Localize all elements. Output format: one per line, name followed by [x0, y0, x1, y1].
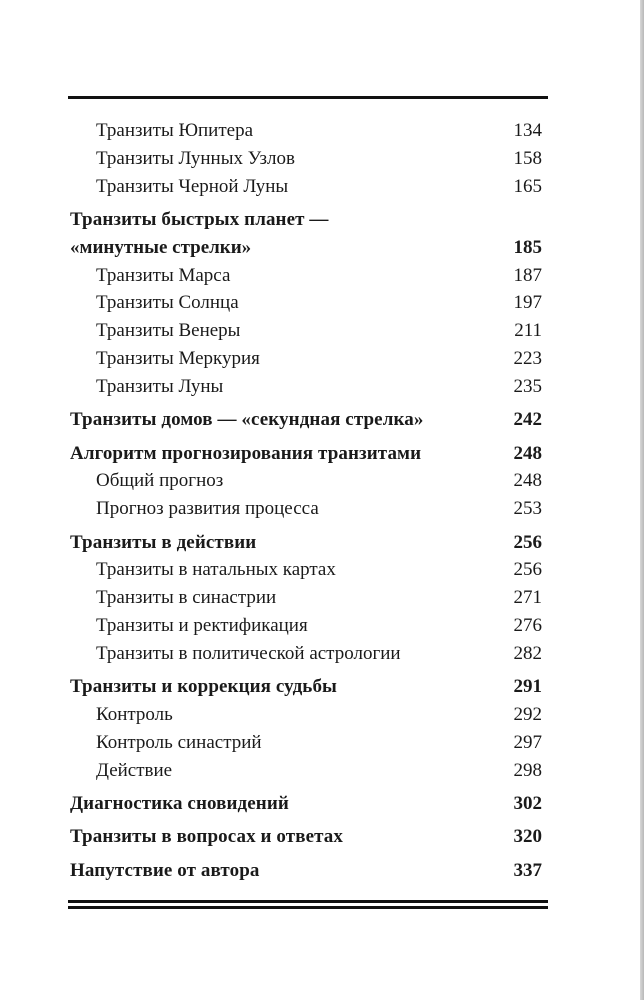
toc-entry[interactable] — [70, 640, 542, 668]
toc-entry-title: Транзиты Луны — [96, 375, 224, 397]
toc-entry-page: 187 — [513, 264, 542, 286]
toc-section-title: Транзиты в действии — [70, 531, 257, 553]
toc-section-page: 337 — [513, 859, 542, 881]
toc-entry-title: Прогноз развития процесса — [96, 498, 319, 520]
toc-section-title: Алгоритм прогнозирования транзитами — [70, 442, 422, 464]
toc-section[interactable] — [70, 406, 542, 434]
toc-entry-page: 223 — [513, 347, 542, 369]
toc-section-title: Напутствие от автора — [70, 859, 260, 881]
toc-entry[interactable] — [70, 262, 542, 290]
toc-entry[interactable] — [70, 173, 542, 201]
toc-entry[interactable] — [70, 757, 542, 785]
toc-entry-title: Транзиты Марса — [96, 264, 231, 286]
toc-entry[interactable] — [70, 612, 542, 640]
toc-entry-page: 134 — [513, 120, 542, 141]
toc-entry-title: Транзиты Черной Луны — [96, 175, 289, 197]
toc-section[interactable] — [70, 440, 542, 468]
toc-entry-page: 282 — [513, 642, 542, 664]
toc-section[interactable] — [70, 823, 542, 851]
toc-entry-page: 253 — [513, 498, 542, 520]
toc-section-title: «минутные стрелки» — [70, 236, 252, 258]
toc-section-title: Транзиты и коррекция судьбы — [70, 676, 337, 698]
toc-entry-page: 292 — [513, 703, 542, 725]
toc-section[interactable] — [70, 673, 542, 701]
toc-entry[interactable] — [70, 729, 542, 757]
toc-entry-page: 297 — [513, 731, 542, 753]
toc-entry-title: Транзиты в натальных картах — [96, 559, 336, 581]
toc-entry-page: 256 — [513, 559, 542, 581]
toc-section[interactable] — [70, 206, 542, 234]
toc-entry-page: 165 — [513, 175, 542, 197]
bottom-rule-lower — [68, 906, 548, 909]
toc-entry-title: Транзиты Солнца — [96, 292, 239, 314]
toc-entry-page: 271 — [513, 587, 542, 609]
toc-entry[interactable] — [70, 373, 542, 401]
toc-entry-title: Общий прогноз — [96, 470, 224, 492]
toc-section-title: Транзиты в вопросах и ответах — [70, 826, 343, 848]
toc-entry-title: Транзиты в политической астрологии — [96, 642, 401, 664]
toc-entry-title: Транзиты Венеры — [96, 320, 241, 342]
toc-entry-page: 197 — [513, 292, 542, 314]
top-rule — [68, 96, 548, 99]
toc-section-title: Транзиты домов — «секундная стрелка» — [70, 409, 424, 431]
toc-section-page: 242 — [513, 409, 542, 431]
toc-entry[interactable] — [70, 556, 542, 584]
toc-entry[interactable] — [70, 345, 542, 373]
toc-entry-title: Транзиты Юпитера — [96, 120, 254, 141]
toc-entry-page: 211 — [514, 320, 542, 342]
toc-entry-page: 298 — [513, 759, 542, 781]
toc-entry[interactable] — [70, 467, 542, 495]
toc-section-page: 302 — [513, 792, 542, 814]
toc-entry-page: 276 — [513, 614, 542, 636]
toc-section[interactable] — [70, 790, 542, 818]
toc-entry[interactable] — [70, 289, 542, 317]
bottom-rule-upper — [68, 900, 548, 903]
table-of-contents — [70, 117, 542, 884]
toc-entry-title: Транзиты в синастрии — [96, 587, 277, 609]
toc-entry-title: Транзиты Меркурия — [96, 347, 260, 369]
toc-entry[interactable] — [70, 495, 542, 523]
toc-section[interactable] — [70, 857, 542, 885]
toc-entry[interactable] — [70, 317, 542, 345]
page-edge-shadow — [640, 0, 644, 1000]
toc-section[interactable] — [70, 529, 542, 557]
toc-section-page: 291 — [513, 676, 542, 698]
toc-section-continued[interactable] — [70, 234, 542, 262]
toc-entry-title: Транзиты и ректификация — [96, 614, 308, 636]
toc-section-title: Транзиты быстрых планет — — [70, 208, 329, 230]
toc-entry-page: 158 — [513, 147, 542, 169]
toc-entry-title: Контроль синастрий — [96, 731, 262, 753]
toc-section-page: 256 — [513, 531, 542, 553]
toc-section-title: Диагностика сновидений — [70, 792, 289, 814]
toc-entry-page: 235 — [513, 375, 542, 397]
toc-entry-title: Транзиты Лунных Узлов — [96, 147, 295, 169]
toc-entry[interactable] — [70, 701, 542, 729]
toc-entry-title: Контроль — [96, 703, 173, 725]
toc-entry-title: Действие — [96, 759, 173, 781]
toc-entry[interactable] — [70, 145, 542, 173]
toc-entry[interactable] — [70, 117, 542, 145]
toc-section-page: 320 — [513, 826, 542, 848]
toc-entry-page: 248 — [513, 470, 542, 492]
toc-section-page: 185 — [513, 236, 542, 258]
toc-section-page: 248 — [513, 442, 542, 464]
toc-entry[interactable] — [70, 584, 542, 612]
